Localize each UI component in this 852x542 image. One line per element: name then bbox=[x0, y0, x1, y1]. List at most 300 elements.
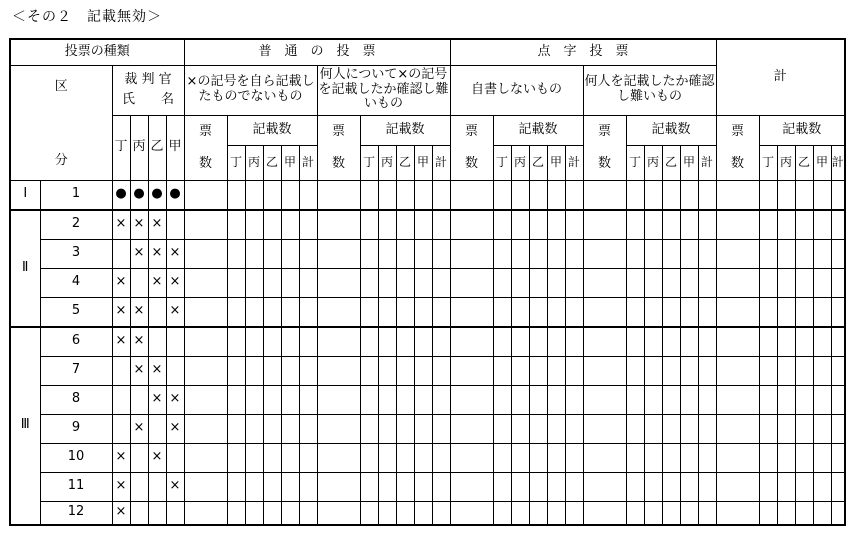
entry-cell[interactable] bbox=[680, 180, 698, 210]
entry-cell[interactable] bbox=[813, 501, 831, 525]
entry-cell[interactable] bbox=[759, 210, 777, 240]
entry-cell[interactable] bbox=[716, 385, 759, 414]
entry-cell[interactable] bbox=[547, 414, 565, 443]
entry-cell[interactable] bbox=[716, 180, 759, 210]
entry-cell[interactable] bbox=[432, 210, 450, 240]
entry-cell[interactable] bbox=[716, 268, 759, 297]
entry-cell[interactable] bbox=[432, 297, 450, 327]
entry-cell[interactable] bbox=[299, 268, 317, 297]
entry-cell[interactable] bbox=[583, 472, 626, 501]
entry-cell[interactable] bbox=[450, 180, 493, 210]
entry-cell[interactable] bbox=[662, 210, 680, 240]
entry-cell[interactable] bbox=[378, 268, 396, 297]
entry-cell[interactable] bbox=[396, 414, 414, 443]
entry-cell[interactable] bbox=[263, 385, 281, 414]
entry-cell[interactable] bbox=[263, 443, 281, 472]
entry-cell[interactable] bbox=[529, 385, 547, 414]
entry-cell[interactable] bbox=[698, 297, 716, 327]
entry-cell[interactable] bbox=[529, 210, 547, 240]
entry-cell[interactable] bbox=[759, 327, 777, 357]
entry-cell[interactable] bbox=[813, 356, 831, 385]
entry-cell[interactable] bbox=[831, 385, 845, 414]
entry-cell[interactable] bbox=[565, 356, 583, 385]
entry-cell[interactable] bbox=[245, 210, 263, 240]
entry-cell[interactable] bbox=[227, 472, 245, 501]
entry-cell[interactable] bbox=[317, 501, 360, 525]
entry-cell[interactable] bbox=[493, 297, 511, 327]
entry-cell[interactable] bbox=[565, 210, 583, 240]
entry-cell[interactable] bbox=[644, 356, 662, 385]
entry-cell[interactable] bbox=[317, 297, 360, 327]
entry-cell[interactable] bbox=[360, 297, 378, 327]
entry-cell[interactable] bbox=[795, 385, 813, 414]
entry-cell[interactable] bbox=[680, 239, 698, 268]
entry-cell[interactable] bbox=[716, 443, 759, 472]
entry-cell[interactable] bbox=[511, 239, 529, 268]
entry-cell[interactable] bbox=[547, 385, 565, 414]
entry-cell[interactable] bbox=[529, 356, 547, 385]
entry-cell[interactable] bbox=[831, 472, 845, 501]
entry-cell[interactable] bbox=[644, 268, 662, 297]
entry-cell[interactable] bbox=[396, 268, 414, 297]
entry-cell[interactable] bbox=[626, 501, 644, 525]
entry-cell[interactable] bbox=[414, 443, 432, 472]
entry-cell[interactable] bbox=[245, 356, 263, 385]
entry-cell[interactable] bbox=[831, 180, 845, 210]
entry-cell[interactable] bbox=[716, 356, 759, 385]
entry-cell[interactable] bbox=[583, 239, 626, 268]
entry-cell[interactable] bbox=[360, 210, 378, 240]
entry-cell[interactable] bbox=[227, 385, 245, 414]
entry-cell[interactable] bbox=[360, 443, 378, 472]
entry-cell[interactable] bbox=[759, 443, 777, 472]
entry-cell[interactable] bbox=[299, 297, 317, 327]
entry-cell[interactable] bbox=[396, 385, 414, 414]
entry-cell[interactable] bbox=[626, 356, 644, 385]
entry-cell[interactable] bbox=[317, 443, 360, 472]
entry-cell[interactable] bbox=[227, 297, 245, 327]
entry-cell[interactable] bbox=[529, 414, 547, 443]
entry-cell[interactable] bbox=[565, 414, 583, 443]
entry-cell[interactable] bbox=[662, 327, 680, 357]
entry-cell[interactable] bbox=[227, 501, 245, 525]
entry-cell[interactable] bbox=[626, 239, 644, 268]
entry-cell[interactable] bbox=[795, 501, 813, 525]
entry-cell[interactable] bbox=[245, 385, 263, 414]
entry-cell[interactable] bbox=[795, 414, 813, 443]
entry-cell[interactable] bbox=[263, 210, 281, 240]
entry-cell[interactable] bbox=[432, 356, 450, 385]
entry-cell[interactable] bbox=[396, 210, 414, 240]
entry-cell[interactable] bbox=[450, 297, 493, 327]
entry-cell[interactable] bbox=[680, 443, 698, 472]
entry-cell[interactable] bbox=[759, 356, 777, 385]
entry-cell[interactable] bbox=[831, 297, 845, 327]
entry-cell[interactable] bbox=[511, 501, 529, 525]
entry-cell[interactable] bbox=[716, 327, 759, 357]
entry-cell[interactable] bbox=[795, 472, 813, 501]
entry-cell[interactable] bbox=[547, 268, 565, 297]
entry-cell[interactable] bbox=[777, 268, 795, 297]
entry-cell[interactable] bbox=[227, 268, 245, 297]
entry-cell[interactable] bbox=[396, 297, 414, 327]
entry-cell[interactable] bbox=[716, 501, 759, 525]
entry-cell[interactable] bbox=[263, 356, 281, 385]
entry-cell[interactable] bbox=[360, 501, 378, 525]
entry-cell[interactable] bbox=[493, 501, 511, 525]
entry-cell[interactable] bbox=[716, 297, 759, 327]
entry-cell[interactable] bbox=[493, 180, 511, 210]
entry-cell[interactable] bbox=[317, 239, 360, 268]
entry-cell[interactable] bbox=[662, 385, 680, 414]
entry-cell[interactable] bbox=[698, 443, 716, 472]
entry-cell[interactable] bbox=[299, 356, 317, 385]
entry-cell[interactable] bbox=[831, 414, 845, 443]
entry-cell[interactable] bbox=[378, 414, 396, 443]
entry-cell[interactable] bbox=[813, 239, 831, 268]
entry-cell[interactable] bbox=[831, 239, 845, 268]
entry-cell[interactable] bbox=[813, 210, 831, 240]
entry-cell[interactable] bbox=[662, 297, 680, 327]
entry-cell[interactable] bbox=[299, 180, 317, 210]
entry-cell[interactable] bbox=[662, 443, 680, 472]
entry-cell[interactable] bbox=[414, 268, 432, 297]
entry-cell[interactable] bbox=[281, 239, 299, 268]
entry-cell[interactable] bbox=[184, 356, 227, 385]
entry-cell[interactable] bbox=[547, 210, 565, 240]
entry-cell[interactable] bbox=[662, 472, 680, 501]
entry-cell[interactable] bbox=[184, 501, 227, 525]
entry-cell[interactable] bbox=[493, 385, 511, 414]
entry-cell[interactable] bbox=[360, 239, 378, 268]
entry-cell[interactable] bbox=[565, 180, 583, 210]
entry-cell[interactable] bbox=[281, 297, 299, 327]
entry-cell[interactable] bbox=[777, 443, 795, 472]
entry-cell[interactable] bbox=[184, 443, 227, 472]
entry-cell[interactable] bbox=[317, 472, 360, 501]
entry-cell[interactable] bbox=[759, 239, 777, 268]
entry-cell[interactable] bbox=[432, 501, 450, 525]
entry-cell[interactable] bbox=[396, 472, 414, 501]
entry-cell[interactable] bbox=[378, 443, 396, 472]
entry-cell[interactable] bbox=[662, 414, 680, 443]
entry-cell[interactable] bbox=[281, 180, 299, 210]
entry-cell[interactable] bbox=[414, 297, 432, 327]
entry-cell[interactable] bbox=[547, 472, 565, 501]
entry-cell[interactable] bbox=[378, 180, 396, 210]
entry-cell[interactable] bbox=[511, 414, 529, 443]
entry-cell[interactable] bbox=[777, 297, 795, 327]
entry-cell[interactable] bbox=[626, 327, 644, 357]
entry-cell[interactable] bbox=[511, 443, 529, 472]
entry-cell[interactable] bbox=[432, 385, 450, 414]
entry-cell[interactable] bbox=[759, 472, 777, 501]
entry-cell[interactable] bbox=[414, 327, 432, 357]
entry-cell[interactable] bbox=[281, 268, 299, 297]
entry-cell[interactable] bbox=[245, 443, 263, 472]
entry-cell[interactable] bbox=[511, 356, 529, 385]
entry-cell[interactable] bbox=[777, 210, 795, 240]
entry-cell[interactable] bbox=[698, 501, 716, 525]
entry-cell[interactable] bbox=[813, 180, 831, 210]
entry-cell[interactable] bbox=[583, 356, 626, 385]
entry-cell[interactable] bbox=[450, 472, 493, 501]
entry-cell[interactable] bbox=[698, 472, 716, 501]
entry-cell[interactable] bbox=[831, 268, 845, 297]
entry-cell[interactable] bbox=[281, 414, 299, 443]
entry-cell[interactable] bbox=[414, 210, 432, 240]
entry-cell[interactable] bbox=[795, 327, 813, 357]
entry-cell[interactable] bbox=[698, 327, 716, 357]
entry-cell[interactable] bbox=[281, 385, 299, 414]
entry-cell[interactable] bbox=[299, 472, 317, 501]
entry-cell[interactable] bbox=[644, 180, 662, 210]
entry-cell[interactable] bbox=[227, 210, 245, 240]
entry-cell[interactable] bbox=[626, 210, 644, 240]
entry-cell[interactable] bbox=[583, 210, 626, 240]
entry-cell[interactable] bbox=[299, 239, 317, 268]
entry-cell[interactable] bbox=[698, 239, 716, 268]
entry-cell[interactable] bbox=[245, 501, 263, 525]
entry-cell[interactable] bbox=[759, 268, 777, 297]
entry-cell[interactable] bbox=[450, 443, 493, 472]
entry-cell[interactable] bbox=[698, 210, 716, 240]
entry-cell[interactable] bbox=[227, 180, 245, 210]
entry-cell[interactable] bbox=[396, 327, 414, 357]
entry-cell[interactable] bbox=[317, 385, 360, 414]
entry-cell[interactable] bbox=[414, 180, 432, 210]
entry-cell[interactable] bbox=[263, 297, 281, 327]
entry-cell[interactable] bbox=[626, 180, 644, 210]
entry-cell[interactable] bbox=[813, 297, 831, 327]
entry-cell[interactable] bbox=[813, 327, 831, 357]
entry-cell[interactable] bbox=[396, 180, 414, 210]
entry-cell[interactable] bbox=[644, 327, 662, 357]
entry-cell[interactable] bbox=[263, 501, 281, 525]
entry-cell[interactable] bbox=[626, 268, 644, 297]
entry-cell[interactable] bbox=[360, 327, 378, 357]
entry-cell[interactable] bbox=[680, 327, 698, 357]
entry-cell[interactable] bbox=[529, 327, 547, 357]
entry-cell[interactable] bbox=[529, 180, 547, 210]
entry-cell[interactable] bbox=[432, 327, 450, 357]
entry-cell[interactable] bbox=[184, 180, 227, 210]
entry-cell[interactable] bbox=[299, 414, 317, 443]
entry-cell[interactable] bbox=[245, 180, 263, 210]
entry-cell[interactable] bbox=[680, 385, 698, 414]
entry-cell[interactable] bbox=[795, 210, 813, 240]
entry-cell[interactable] bbox=[626, 385, 644, 414]
entry-cell[interactable] bbox=[450, 268, 493, 297]
entry-cell[interactable] bbox=[759, 180, 777, 210]
entry-cell[interactable] bbox=[432, 414, 450, 443]
entry-cell[interactable] bbox=[493, 327, 511, 357]
entry-cell[interactable] bbox=[716, 472, 759, 501]
entry-cell[interactable] bbox=[662, 239, 680, 268]
entry-cell[interactable] bbox=[493, 443, 511, 472]
entry-cell[interactable] bbox=[227, 414, 245, 443]
entry-cell[interactable] bbox=[378, 356, 396, 385]
entry-cell[interactable] bbox=[245, 472, 263, 501]
entry-cell[interactable] bbox=[360, 385, 378, 414]
entry-cell[interactable] bbox=[432, 443, 450, 472]
entry-cell[interactable] bbox=[777, 356, 795, 385]
entry-cell[interactable] bbox=[360, 180, 378, 210]
entry-cell[interactable] bbox=[831, 356, 845, 385]
entry-cell[interactable] bbox=[263, 268, 281, 297]
entry-cell[interactable] bbox=[831, 327, 845, 357]
entry-cell[interactable] bbox=[759, 385, 777, 414]
entry-cell[interactable] bbox=[759, 414, 777, 443]
entry-cell[interactable] bbox=[813, 385, 831, 414]
entry-cell[interactable] bbox=[184, 472, 227, 501]
entry-cell[interactable] bbox=[450, 210, 493, 240]
entry-cell[interactable] bbox=[813, 472, 831, 501]
entry-cell[interactable] bbox=[245, 268, 263, 297]
entry-cell[interactable] bbox=[511, 268, 529, 297]
entry-cell[interactable] bbox=[414, 414, 432, 443]
entry-cell[interactable] bbox=[795, 268, 813, 297]
entry-cell[interactable] bbox=[644, 239, 662, 268]
entry-cell[interactable] bbox=[281, 443, 299, 472]
entry-cell[interactable] bbox=[716, 414, 759, 443]
entry-cell[interactable] bbox=[184, 268, 227, 297]
entry-cell[interactable] bbox=[777, 239, 795, 268]
entry-cell[interactable] bbox=[583, 297, 626, 327]
entry-cell[interactable] bbox=[626, 414, 644, 443]
entry-cell[interactable] bbox=[777, 327, 795, 357]
entry-cell[interactable] bbox=[281, 327, 299, 357]
entry-cell[interactable] bbox=[493, 414, 511, 443]
entry-cell[interactable] bbox=[547, 327, 565, 357]
entry-cell[interactable] bbox=[450, 327, 493, 357]
entry-cell[interactable] bbox=[529, 268, 547, 297]
entry-cell[interactable] bbox=[813, 268, 831, 297]
entry-cell[interactable] bbox=[396, 239, 414, 268]
entry-cell[interactable] bbox=[396, 443, 414, 472]
entry-cell[interactable] bbox=[493, 268, 511, 297]
entry-cell[interactable] bbox=[583, 414, 626, 443]
entry-cell[interactable] bbox=[281, 356, 299, 385]
entry-cell[interactable] bbox=[759, 501, 777, 525]
entry-cell[interactable] bbox=[777, 180, 795, 210]
entry-cell[interactable] bbox=[511, 180, 529, 210]
entry-cell[interactable] bbox=[245, 239, 263, 268]
entry-cell[interactable] bbox=[680, 414, 698, 443]
entry-cell[interactable] bbox=[450, 414, 493, 443]
entry-cell[interactable] bbox=[777, 501, 795, 525]
entry-cell[interactable] bbox=[432, 180, 450, 210]
entry-cell[interactable] bbox=[644, 414, 662, 443]
entry-cell[interactable] bbox=[299, 385, 317, 414]
entry-cell[interactable] bbox=[493, 472, 511, 501]
entry-cell[interactable] bbox=[547, 239, 565, 268]
entry-cell[interactable] bbox=[662, 501, 680, 525]
entry-cell[interactable] bbox=[680, 210, 698, 240]
entry-cell[interactable] bbox=[396, 501, 414, 525]
entry-cell[interactable] bbox=[245, 414, 263, 443]
entry-cell[interactable] bbox=[281, 210, 299, 240]
entry-cell[interactable] bbox=[227, 356, 245, 385]
entry-cell[interactable] bbox=[450, 385, 493, 414]
entry-cell[interactable] bbox=[511, 385, 529, 414]
entry-cell[interactable] bbox=[317, 414, 360, 443]
entry-cell[interactable] bbox=[716, 210, 759, 240]
entry-cell[interactable] bbox=[698, 385, 716, 414]
entry-cell[interactable] bbox=[450, 239, 493, 268]
entry-cell[interactable] bbox=[227, 443, 245, 472]
entry-cell[interactable] bbox=[662, 268, 680, 297]
entry-cell[interactable] bbox=[281, 501, 299, 525]
entry-cell[interactable] bbox=[245, 297, 263, 327]
entry-cell[interactable] bbox=[813, 443, 831, 472]
entry-cell[interactable] bbox=[450, 501, 493, 525]
entry-cell[interactable] bbox=[831, 501, 845, 525]
entry-cell[interactable] bbox=[299, 443, 317, 472]
entry-cell[interactable] bbox=[511, 327, 529, 357]
entry-cell[interactable] bbox=[583, 443, 626, 472]
entry-cell[interactable] bbox=[795, 239, 813, 268]
entry-cell[interactable] bbox=[565, 443, 583, 472]
entry-cell[interactable] bbox=[583, 327, 626, 357]
entry-cell[interactable] bbox=[360, 356, 378, 385]
entry-cell[interactable] bbox=[529, 239, 547, 268]
entry-cell[interactable] bbox=[450, 356, 493, 385]
entry-cell[interactable] bbox=[493, 356, 511, 385]
entry-cell[interactable] bbox=[493, 239, 511, 268]
entry-cell[interactable] bbox=[184, 297, 227, 327]
entry-cell[interactable] bbox=[565, 385, 583, 414]
entry-cell[interactable] bbox=[263, 414, 281, 443]
entry-cell[interactable] bbox=[662, 180, 680, 210]
entry-cell[interactable] bbox=[281, 472, 299, 501]
entry-cell[interactable] bbox=[414, 501, 432, 525]
entry-cell[interactable] bbox=[299, 210, 317, 240]
entry-cell[interactable] bbox=[317, 210, 360, 240]
entry-cell[interactable] bbox=[813, 414, 831, 443]
entry-cell[interactable] bbox=[795, 180, 813, 210]
entry-cell[interactable] bbox=[184, 210, 227, 240]
entry-cell[interactable] bbox=[184, 385, 227, 414]
entry-cell[interactable] bbox=[378, 297, 396, 327]
entry-cell[interactable] bbox=[378, 472, 396, 501]
entry-cell[interactable] bbox=[227, 239, 245, 268]
entry-cell[interactable] bbox=[414, 239, 432, 268]
entry-cell[interactable] bbox=[263, 180, 281, 210]
entry-cell[interactable] bbox=[378, 501, 396, 525]
entry-cell[interactable] bbox=[299, 327, 317, 357]
entry-cell[interactable] bbox=[583, 268, 626, 297]
entry-cell[interactable] bbox=[547, 501, 565, 525]
entry-cell[interactable] bbox=[626, 443, 644, 472]
entry-cell[interactable] bbox=[511, 210, 529, 240]
entry-cell[interactable] bbox=[795, 297, 813, 327]
entry-cell[interactable] bbox=[317, 356, 360, 385]
entry-cell[interactable] bbox=[583, 180, 626, 210]
entry-cell[interactable] bbox=[831, 210, 845, 240]
entry-cell[interactable] bbox=[547, 297, 565, 327]
entry-cell[interactable] bbox=[662, 356, 680, 385]
entry-cell[interactable] bbox=[360, 472, 378, 501]
entry-cell[interactable] bbox=[432, 472, 450, 501]
entry-cell[interactable] bbox=[360, 414, 378, 443]
entry-cell[interactable] bbox=[317, 327, 360, 357]
entry-cell[interactable] bbox=[184, 239, 227, 268]
entry-cell[interactable] bbox=[493, 210, 511, 240]
entry-cell[interactable] bbox=[511, 472, 529, 501]
entry-cell[interactable] bbox=[716, 239, 759, 268]
entry-cell[interactable] bbox=[432, 268, 450, 297]
